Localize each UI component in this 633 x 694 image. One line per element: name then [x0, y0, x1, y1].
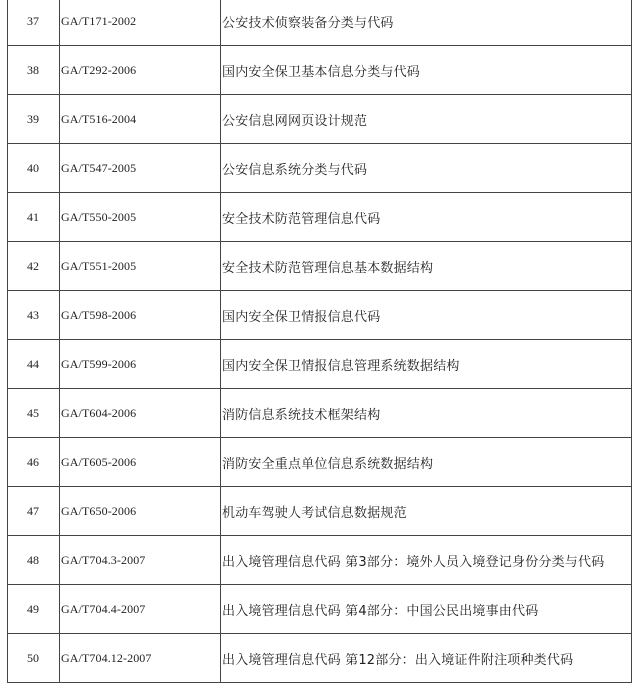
standard-name-cell: 安全技术防范管理信息基本数据结构: [221, 242, 632, 291]
row-number-cell: 39: [8, 95, 60, 144]
table-row: [8, 389, 632, 438]
row-number-cell: 43: [8, 291, 60, 340]
table-row: [8, 340, 632, 389]
row-number-cell: 45: [8, 389, 60, 438]
table-row: [8, 193, 632, 242]
standard-name-cell: 消防安全重点单位信息系统数据结构: [221, 438, 632, 487]
row-number-cell: 49: [8, 585, 60, 634]
row-number-cell: 47: [8, 487, 60, 536]
table-row: [8, 291, 632, 340]
standard-code-cell: GA/T171-2002: [60, 0, 221, 46]
standard-name-cell: 出入境管理信息代码 第12部分：出入境证件附注项种类代码: [221, 634, 632, 683]
page-bottom-edge: [0, 690, 633, 694]
row-number-cell: 50: [8, 634, 60, 683]
row-number-cell: 38: [8, 46, 60, 95]
table-row: [8, 144, 632, 193]
standard-code-cell: GA/T605-2006: [60, 438, 221, 487]
standard-code-cell: GA/T650-2006: [60, 487, 221, 536]
table-row: [8, 95, 632, 144]
standard-name-cell: 国内安全保卫基本信息分类与代码: [221, 46, 632, 95]
row-number-cell: 44: [8, 340, 60, 389]
standard-code-cell: GA/T599-2006: [60, 340, 221, 389]
standard-name-cell: 出入境管理信息代码 第3部分：境外人员入境登记身份分类与代码: [221, 536, 632, 585]
standard-name-cell: 国内安全保卫情报信息管理系统数据结构: [221, 340, 632, 389]
standard-code-cell: GA/T550-2005: [60, 193, 221, 242]
row-number-cell: 48: [8, 536, 60, 585]
standards-table: [7, 0, 632, 683]
table-row: [8, 0, 632, 46]
table-row: [8, 438, 632, 487]
row-number-cell: 42: [8, 242, 60, 291]
standard-name-cell: 公安信息系统分类与代码: [221, 144, 632, 193]
table-row: [8, 585, 632, 634]
table-row: [8, 46, 632, 95]
standard-code-cell: GA/T704.4-2007: [60, 585, 221, 634]
standard-name-cell: 公安信息网网页设计规范: [221, 95, 632, 144]
standard-code-cell: GA/T704.12-2007: [60, 634, 221, 683]
standard-name-cell: 消防信息系统技术框架结构: [221, 389, 632, 438]
standard-code-cell: GA/T547-2005: [60, 144, 221, 193]
table-row: [8, 487, 632, 536]
table-row: [8, 242, 632, 291]
standard-code-cell: GA/T704.3-2007: [60, 536, 221, 585]
row-number-cell: 40: [8, 144, 60, 193]
standard-code-cell: GA/T551-2005: [60, 242, 221, 291]
standard-code-cell: GA/T516-2004: [60, 95, 221, 144]
row-number-cell: 41: [8, 193, 60, 242]
standard-code-cell: GA/T598-2006: [60, 291, 221, 340]
standard-code-cell: GA/T292-2006: [60, 46, 221, 95]
standard-name-cell: 公安技术侦察装备分类与代码: [221, 0, 632, 46]
standard-name-cell: 安全技术防范管理信息代码: [221, 193, 632, 242]
table-row: [8, 536, 632, 585]
table-row: [8, 634, 632, 683]
standard-name-cell: 国内安全保卫情报信息代码: [221, 291, 632, 340]
row-number-cell: 37: [8, 0, 60, 46]
standard-name-cell: 机动车驾驶人考试信息数据规范: [221, 487, 632, 536]
row-number-cell: 46: [8, 438, 60, 487]
standard-code-cell: GA/T604-2006: [60, 389, 221, 438]
standard-name-cell: 出入境管理信息代码 第4部分：中国公民出境事由代码: [221, 585, 632, 634]
